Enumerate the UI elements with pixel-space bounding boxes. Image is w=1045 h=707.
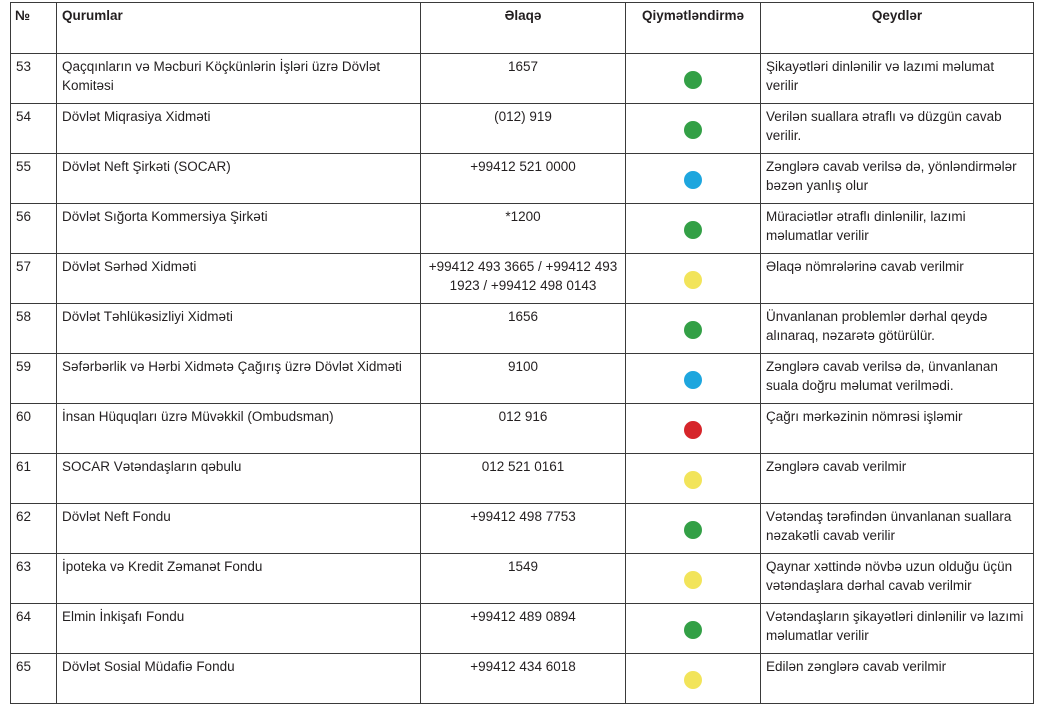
contact-number: +99412 521 0000 bbox=[421, 154, 626, 204]
table-row bbox=[11, 104, 1034, 154]
organization-name: Səfərbərlik və Hərbi Xidmətə Çağırış üzrə Dövlət Xidməti bbox=[57, 354, 421, 404]
organization-name: İpoteka və Kredit Zəmanət Fondu bbox=[57, 554, 421, 604]
note-text: Çağrı mərkəzinin nömrəsi işləmir bbox=[761, 404, 1034, 454]
rating-dot-yellow bbox=[684, 271, 702, 289]
rating-cell bbox=[626, 654, 761, 704]
row-number: 58 bbox=[11, 304, 57, 354]
header-organizations: Qurumlar bbox=[57, 3, 421, 54]
rating-cell bbox=[626, 304, 761, 354]
note-text: Zənglərə cavab verilmir bbox=[761, 454, 1034, 504]
row-number: 60 bbox=[11, 404, 57, 454]
table-row bbox=[11, 654, 1034, 704]
table-row bbox=[11, 254, 1034, 304]
rating-dot-green bbox=[684, 321, 702, 339]
table-row bbox=[11, 304, 1034, 354]
row-number: 65 bbox=[11, 654, 57, 704]
note-text: Edilən zənglərə cavab verilmir bbox=[761, 654, 1034, 704]
header-row bbox=[11, 3, 1034, 54]
contact-number: *1200 bbox=[421, 204, 626, 254]
header-notes: Qeydlər bbox=[761, 3, 1034, 54]
table-row bbox=[11, 454, 1034, 504]
table-row bbox=[11, 354, 1034, 404]
note-text: Zənglərə cavab verilsə də, yönləndirmələr bəzən yanlış olur bbox=[761, 154, 1034, 204]
rating-dot-green bbox=[684, 621, 702, 639]
contact-number: 012 521 0161 bbox=[421, 454, 626, 504]
rating-cell bbox=[626, 354, 761, 404]
rating-dot-yellow bbox=[684, 471, 702, 489]
rating-dot-green bbox=[684, 221, 702, 239]
contact-number: +99412 434 6018 bbox=[421, 654, 626, 704]
row-number: 54 bbox=[11, 104, 57, 154]
rating-dot-blue bbox=[684, 171, 702, 189]
agencies-table bbox=[10, 2, 1034, 704]
table-row bbox=[11, 404, 1034, 454]
contact-number: 9100 bbox=[421, 354, 626, 404]
rating-cell bbox=[626, 404, 761, 454]
rating-cell bbox=[626, 554, 761, 604]
note-text: Vətəndaşların şikayətləri dinlənilir və lazımi məlumatlar verilir bbox=[761, 604, 1034, 654]
rating-dot-yellow bbox=[684, 571, 702, 589]
rating-cell bbox=[626, 54, 761, 104]
note-text: Qaynar xəttində növbə uzun olduğu üçün vətəndaşlara dərhal cavab verilmir bbox=[761, 554, 1034, 604]
row-number: 61 bbox=[11, 454, 57, 504]
table-row bbox=[11, 554, 1034, 604]
header-rating: Qiymətləndirmə bbox=[626, 3, 761, 54]
organization-name: Dövlət Neft Fondu bbox=[57, 504, 421, 554]
table-row bbox=[11, 504, 1034, 554]
row-number: 59 bbox=[11, 354, 57, 404]
row-number: 55 bbox=[11, 154, 57, 204]
organization-name: Dövlət Neft Şirkəti (SOCAR) bbox=[57, 154, 421, 204]
row-number: 62 bbox=[11, 504, 57, 554]
table-row bbox=[11, 204, 1034, 254]
organization-name: Elmin İnkişafı Fondu bbox=[57, 604, 421, 654]
rating-cell bbox=[626, 204, 761, 254]
note-text: Əlaqə nömrələrinə cavab verilmir bbox=[761, 254, 1034, 304]
row-number: 56 bbox=[11, 204, 57, 254]
organization-name: İnsan Hüquqları üzrə Müvəkkil (Ombudsman) bbox=[57, 404, 421, 454]
organization-name: Dövlət Miqrasiya Xidməti bbox=[57, 104, 421, 154]
row-number: 53 bbox=[11, 54, 57, 104]
rating-dot-blue bbox=[684, 371, 702, 389]
rating-dot-green bbox=[684, 521, 702, 539]
contact-number: 1657 bbox=[421, 54, 626, 104]
organization-name: Dövlət Sərhəd Xidməti bbox=[57, 254, 421, 304]
contact-number: 1549 bbox=[421, 554, 626, 604]
header-no: № bbox=[11, 3, 57, 54]
row-number: 64 bbox=[11, 604, 57, 654]
row-number: 63 bbox=[11, 554, 57, 604]
note-text: Müraciətlər ətraflı dinlənilir, lazımi məlumatlar verilir bbox=[761, 204, 1034, 254]
contact-number: (012) 919 bbox=[421, 104, 626, 154]
rating-dot-green bbox=[684, 121, 702, 139]
rating-cell bbox=[626, 154, 761, 204]
table-row bbox=[11, 604, 1034, 654]
contact-number: +99412 489 0894 bbox=[421, 604, 626, 654]
rating-cell bbox=[626, 454, 761, 504]
rating-dot-yellow bbox=[684, 671, 702, 689]
contact-number: +99412 498 7753 bbox=[421, 504, 626, 554]
header-contact: Əlaqə bbox=[421, 3, 626, 54]
rating-dot-red bbox=[684, 421, 702, 439]
table-row bbox=[11, 54, 1034, 104]
organization-name: SOCAR Vətəndaşların qəbulu bbox=[57, 454, 421, 504]
contact-number: 1656 bbox=[421, 304, 626, 354]
organization-name: Dövlət Sosial Müdafiə Fondu bbox=[57, 654, 421, 704]
organization-name: Dövlət Sığorta Kommersiya Şirkəti bbox=[57, 204, 421, 254]
rating-cell bbox=[626, 254, 761, 304]
note-text: Ünvanlanan problemlər dərhal qeydə alınaraq, nəzarətə götürülür. bbox=[761, 304, 1034, 354]
organization-name: Qaçqınların və Məcburi Köçkünlərin İşləri üzrə Dövlət Komitəsi bbox=[57, 54, 421, 104]
organization-name: Dövlət Təhlükəsizliyi Xidməti bbox=[57, 304, 421, 354]
row-number: 57 bbox=[11, 254, 57, 304]
table-row bbox=[11, 154, 1034, 204]
note-text: Verilən suallara ətraflı və düzgün cavab verilir. bbox=[761, 104, 1034, 154]
rating-cell bbox=[626, 104, 761, 154]
note-text: Şikayətləri dinlənilir və lazımi məlumat verilir bbox=[761, 54, 1034, 104]
rating-cell bbox=[626, 504, 761, 554]
contact-number: 012 916 bbox=[421, 404, 626, 454]
note-text: Vətəndaş tərəfindən ünvanlanan suallara nəzakətli cavab verilir bbox=[761, 504, 1034, 554]
rating-dot-green bbox=[684, 71, 702, 89]
note-text: Zənglərə cavab verilsə də, ünvanlanan suala doğru məlumat verilmədi. bbox=[761, 354, 1034, 404]
rating-cell bbox=[626, 604, 761, 654]
contact-number: +99412 493 3665 / +99412 493 1923 / +99412 498 0143 bbox=[421, 254, 626, 304]
